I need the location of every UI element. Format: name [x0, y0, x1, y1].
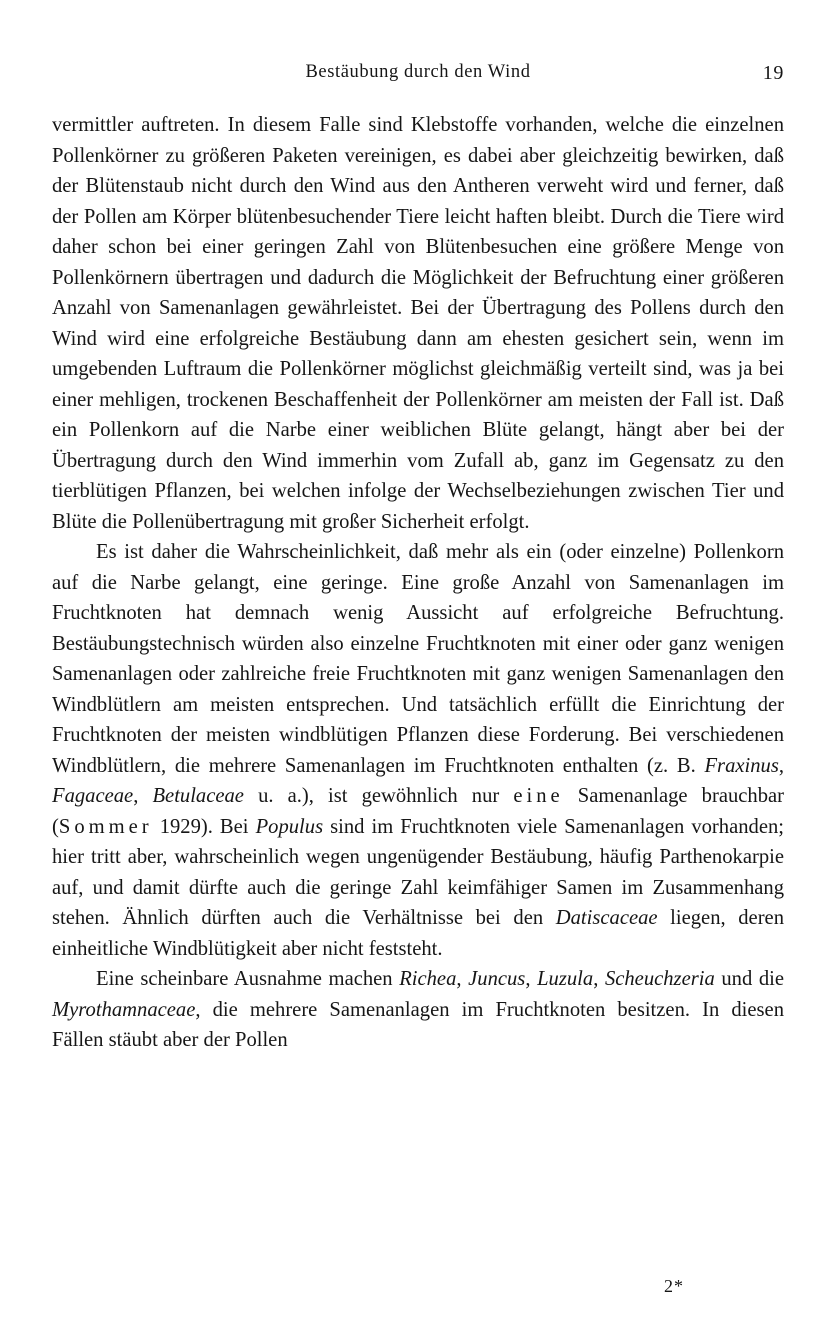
- italic-term: Luzula: [537, 968, 594, 990]
- text-run: u. a.), ist gewöhnlich nur: [243, 785, 514, 807]
- italic-term: Fagaceae: [52, 785, 134, 807]
- paragraph: [52, 964, 784, 1056]
- text-run: , die mehrere Samenanlagen im Fruchtknoten besitzen. In diesen Fällen stäubt aber der Pollen: [52, 998, 784, 1051]
- signature-mark: 2*: [664, 1276, 684, 1296]
- text-run: ,: [593, 968, 605, 990]
- spaced-emphasis: Sommer: [58, 815, 153, 838]
- text-run: ,: [456, 968, 469, 990]
- page-header: [52, 62, 784, 86]
- italic-term: Betulaceae: [152, 785, 244, 807]
- italic-term: Myrothamnaceae: [52, 998, 196, 1021]
- page-number: 19: [762, 62, 784, 84]
- text-run: ,: [133, 785, 153, 807]
- italic-term: Scheuchzeria: [604, 968, 715, 990]
- text-run: Es ist daher die Wahrscheinlichkeit, daß mehr als ein (oder einzelne) Pollenkorn auf die Narbe gelangt, eine geringe. Eine große Anzahl von Samenanlagen im Fruchtknoten hat demnach wenig Aussicht auf erfolgreiche Befruchtung. Bestäubungstechnisch würden also einzelne Fruchtknoten mit einer oder ganz wenigen Samenanlagen oder zahlreiche freie Fruchtknoten mit ganz wenigen Samenanlagen den Windblütlern am meisten entsprechen. Und tatsächlich erfüllt die Einrichtung der Fruchtknoten der meisten windblütigen Pflanzen diese Forderung. Bei verschiedenen Windblütlern, die mehrere Samenanlagen im Fruchtknoten enthalten (z. B.: [52, 541, 784, 777]
- italic-term: Datiscaceae: [555, 907, 658, 929]
- text-run: und die: [714, 968, 785, 990]
- text-run: Eine scheinbare Ausnahme machen: [96, 968, 400, 990]
- text-run: liegen, deren einheitliche Windblütigkeit aber nicht feststeht.: [52, 907, 784, 960]
- italic-term: Populus: [255, 815, 324, 838]
- text-run: sind im Fruchtknoten viele Samenanlagen vorhanden; hier tritt aber, wahrscheinlich wegen ungenügender Bestäubung, häufig Parthenokarpie auf, und damit dürfte auch die geringe Zahl keimfähiger Samen im Zusammenhang stehen. Ähnlich dürften auch die Verhältnisse bei den: [52, 815, 784, 929]
- running-head: Bestäubung durch den Wind: [305, 62, 531, 82]
- spaced-emphasis: eine: [513, 785, 564, 807]
- paragraph: [52, 110, 784, 537]
- paragraph: [52, 537, 784, 964]
- text-run: 1929). Bei: [152, 815, 256, 838]
- italic-term: Fraxinus: [704, 754, 779, 777]
- italic-term: Richea: [399, 968, 457, 990]
- text-run: Samenanlage brauchbar (: [52, 785, 785, 838]
- text-run: vermittler auftreten. In diesem Falle sind Klebstoffe vorhanden, welche die einzelnen Pollenkörner zu größeren Paketen vereinigen, es dabei aber gleichzeitig bewirken, daß der Blütenstaub nicht durch den Wind aus den Antheren verweht wird und ferner, daß der Pollen am Körper blütenbesuchender Tiere leicht haften bleibt. Durch die Tiere wird daher schon bei einer geringen Zahl von Blütenbesuchen eine größere Menge von Pollenkörnern übertragen und dadurch die Möglichkeit der Befruchtung einer größeren Anzahl von Samenanlagen gewährleistet. Bei der Übertragung des Pollens durch den Wind wird eine erfolgreiche Bestäubung dann am ehesten gesichert sein, wenn im umgebenden Luftraum die Pollenkörner möglichst gleichmäßig verteilt sind, was ja bei einer mehligen, trockenen Beschaffenheit der Pollenkörner am meisten der Fall ist. Daß ein Pollenkorn auf die Narbe einer weiblichen Blüte gelangt, hängt aber bei der Übertragung durch den Wind immerhin vom Zufall ab, ganz im Gegensatz zu den tierblütigen Pflanzen, bei welchen infolge der Wechselbeziehungen zwischen Tier und Blüte die Pollenübertragung mit großer Sicherheit erfolgt.: [52, 114, 784, 533]
- book-page: [52, 62, 784, 1056]
- text-run: ,: [778, 754, 784, 777]
- text-run: ,: [525, 968, 538, 990]
- italic-term: Juncus: [468, 968, 526, 990]
- body-text: [52, 110, 784, 1056]
